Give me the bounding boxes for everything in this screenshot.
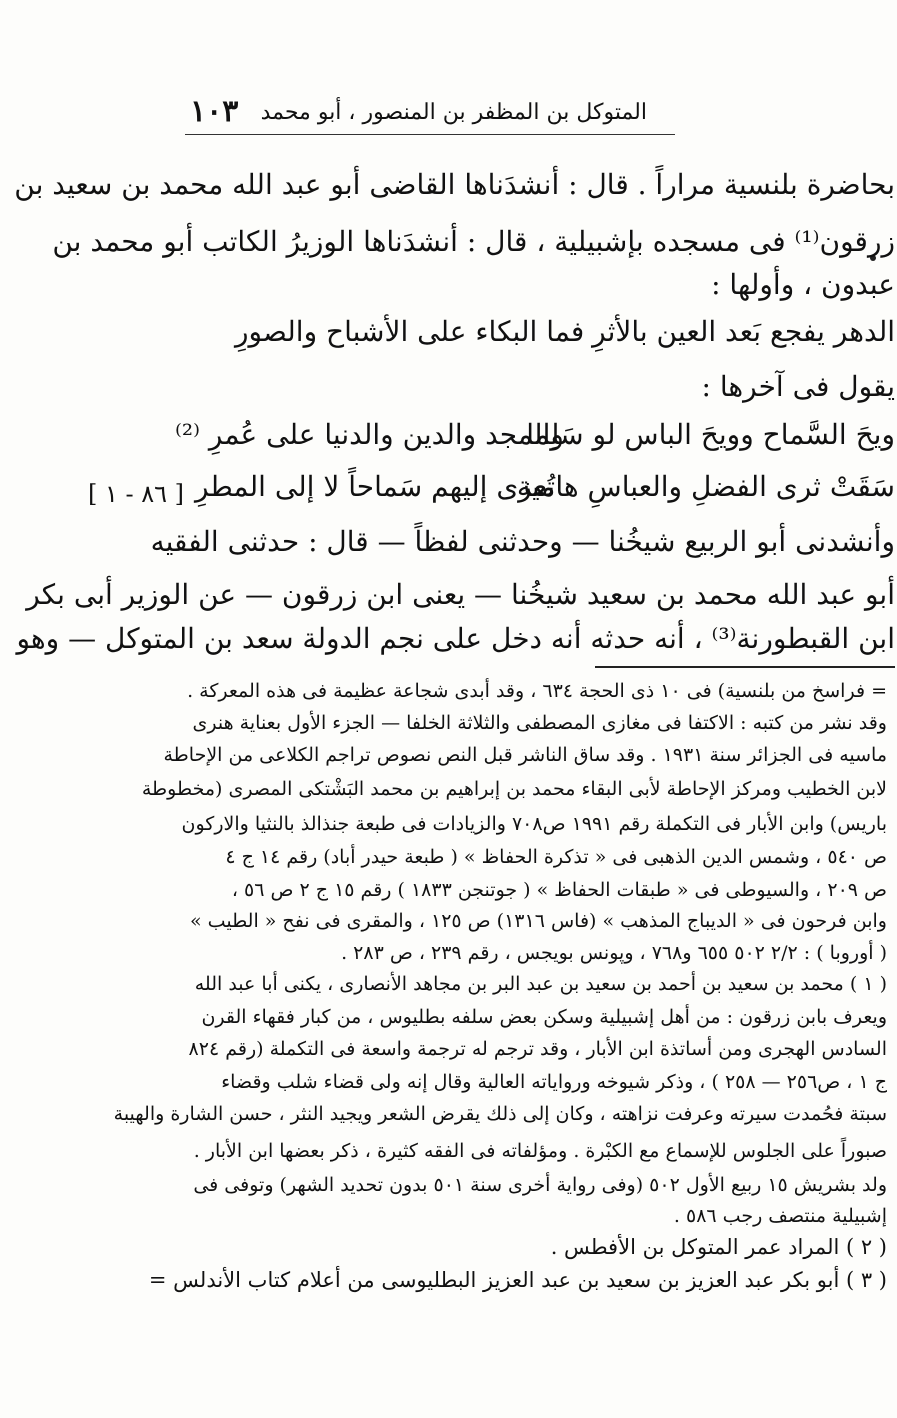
footnote-line: وابن فرحون فى « الديباج المذهب » (فاس ١٣١٦) ص ١٢٥ ، والمقرى فى نفح « الطيب » <box>190 910 887 932</box>
body-line: أبو عبد الله محمد بن سعيد شيخُنا — يعنى ابن زرقون — عن الوزير أبى بكر <box>26 578 895 611</box>
footnote-line: ( ١ ) محمد بن سعيد بن أحمد بن سعيد بن عبد البر بن مجاهد الأنصارى ، يكنى أبا عبد الله <box>194 973 887 995</box>
footnote-line: ويعرف بابن زرقون : من أهل إشبيلية وسكن بعض سلفه بطليوس ، من كبار فقهاء القرن <box>201 1006 887 1028</box>
body-line: ابن القبطورنة⁽³⁾ ، أنه حدثه أنه دخل على نجم الدولة سعد بن المتوكل — وهو <box>16 622 895 655</box>
body-line: زرقون⁽¹⁾ فى مسجده بإشبيلية ، قال : أنشدَناها الوزيرُ الكاتب أبو محمد بن <box>52 225 895 258</box>
verse-hemistich-right: ويحَ السَّماح وويحَ الباس لو سَلِما <box>526 418 895 451</box>
body-line: وأنشدنى أبو الربيع شيخُنا — وحدثنى لفظاً — قال : حدثنى الفقيه <box>150 525 895 558</box>
footnote-line: ماسيه فى الجزائر سنة ١٩٣١ . وقد ساق الناشر قبل النص نصوص تراجم الكلاعى من الإحاطة <box>163 744 887 766</box>
body-line: يقول فى آخرها : <box>701 370 895 403</box>
footnote-line: ص ٢٠٩ ، والسيوطى فى « طبقات الحفاظ » ( جوتنجن ١٨٣٣ ) رقم ١٥ ج ٢ ص ٥٦ ، <box>231 879 887 901</box>
footnote-line: سبتة فحُمدت سيرته وعرفت نزاهته ، وكان إلى ذلك يقرض الشعر ويجيد النثر ، حسن الشارة والهيبة <box>113 1103 887 1125</box>
footnote-line: إشبيلية منتصف رجب ٥٨٦ . <box>673 1205 887 1227</box>
footnote-line: السادس الهجرى ومن أساتذة ابن الأبار ، وقد ترجم له ترجمة واسعة فى التكملة (رقم ٨٢٤ <box>188 1038 887 1060</box>
body-line: بحاضرة بلنسية مراراً . قال : أنشدَناها القاضى أبو عبد الله محمد بن سعيد بن <box>14 168 895 201</box>
verse-hemistich-left: فما البكاء على الأشباح والصورِ <box>235 315 585 348</box>
footnote-line: باريس) وابن الأبار فى التكملة رقم ١٩٩١ ص٧٠٨ والزيادات فى طبعة جنذالذ بالنثيا والاركون <box>181 813 887 835</box>
footnote-line: وقد نشر من كتبه : الاكتفا فى مغازى المصطفى والثلاثة الخلفا — الجزء الأول بعناية هنرى <box>192 712 887 734</box>
footnote-line: = فراسخ من بلنسية) فى ١٠ ذى الحجة ٦٣٤ ، وقد أبدى شجاعة عظيمة فى هذه المعركة . <box>187 680 887 702</box>
footnote-line: ج ١ ، ص٢٥٦ — ٢٥٨ ) ، وذكر شيوخه ورواياته العالية وقال إنه ولى قضاء شلب وقضاء <box>221 1071 887 1093</box>
verse-hemistich-left: والمجد والدين والدنيا على عُمرِ ⁽²⁾ <box>175 418 564 451</box>
footnote-line: ولد بشريش ١٥ ربيع الأول ٥٠٢ (وفى رواية أخرى سنة ٥٠١ بدون تحديد الشهر) وتوفى فى <box>193 1174 887 1196</box>
verse-hemistich-left: تُعزى إليهم سَماحاً لا إلى المطرِ <box>195 470 556 503</box>
page-number: ١٠٣ <box>190 94 239 129</box>
margin-marker: [ ٨٦ - ١ ] <box>88 480 185 508</box>
footnote-line: ( ٢ ) المراد عمر المتوكل بن الأفطس . <box>550 1235 887 1259</box>
body-line: عبدون ، وأولها : <box>711 268 895 301</box>
footnote-line: ( أوروبا ) : ٢/٢ ٥٠٢ ٦٥٥ و٧٦٨ ، وپونس بويجس ، رقم ٢٣٩ ، ص ٢٨٣ . <box>341 942 887 964</box>
running-title: المتوكل بن المظفر بن المنصور ، أبو محمد <box>260 100 647 125</box>
footnote-line: ص ٥٤٠ ، وشمس الدين الذهبى فى « تذكرة الحفاظ » ( طبعة حيدر أباد) رقم ١٤ ج ٤ <box>225 846 887 868</box>
footnote-line: صبوراً على الجلوس للإسماع مع الكبْرة . ومؤلفاته فى الفقه كثيرة ، ذكر بعضها ابن الأبار . <box>193 1140 887 1162</box>
verse-hemistich-right: الدهر يفجع بَعد العين بالأثرِ <box>592 315 895 348</box>
footnote-line: لابن الخطيب ومركز الإحاطة لأبى البقاء محمد بن إبراهيم بن محمد البَشْتكى المصرى (مخطوطة <box>141 778 887 800</box>
footnote-line: ( ٣ ) أبو بكر عبد العزيز بن سعيد بن عبد العزيز البطليوسى من أعلام كتاب الأندلس = <box>148 1268 887 1292</box>
verse-hemistich-right: سَقَتْ ثرى الفضلِ والعباسِ هامية <box>516 470 895 503</box>
